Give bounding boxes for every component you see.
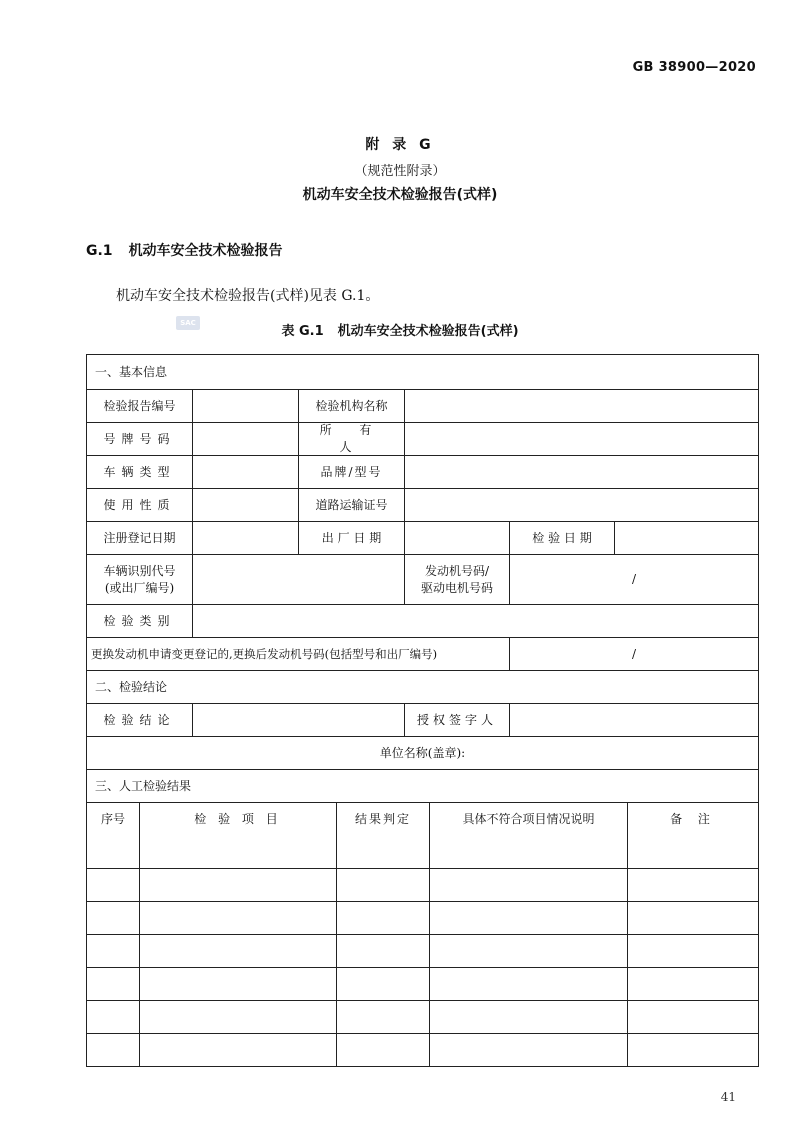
field-label-line: 车辆识别代号 — [103, 563, 176, 578]
table-row — [87, 835, 758, 868]
field-label: 号牌号码 — [103, 431, 176, 446]
table-cell[interactable] — [429, 1034, 627, 1066]
table-row — [87, 901, 758, 934]
table-cell[interactable] — [627, 902, 758, 934]
field-label: 授权签字人 — [404, 704, 509, 736]
field-value[interactable] — [192, 704, 404, 736]
table-row — [87, 967, 758, 1000]
field-value[interactable] — [404, 456, 758, 488]
table-cell[interactable] — [429, 869, 627, 901]
table-cell[interactable] — [139, 1001, 336, 1033]
table-cell[interactable] — [139, 835, 336, 868]
annex-type: （规范性附录） — [354, 164, 446, 179]
table-cell[interactable] — [87, 935, 139, 967]
table-cell[interactable] — [87, 968, 139, 1000]
field-label: 检验机构名称 — [298, 390, 404, 422]
form-row — [87, 422, 758, 455]
section-row-conclusion — [87, 670, 758, 703]
table-cell[interactable] — [627, 1001, 758, 1033]
section-label: 三、人工检验结果 — [95, 778, 192, 793]
table-row — [87, 1033, 758, 1066]
section-number: G.1 — [86, 243, 113, 259]
table-cell[interactable] — [336, 902, 429, 934]
field-value[interactable]: / — [509, 638, 758, 670]
table-cell[interactable] — [87, 869, 139, 901]
table-cell[interactable] — [336, 1001, 429, 1033]
table-cell[interactable] — [429, 835, 627, 868]
section-title: 机动车安全技术检验报告 — [128, 243, 283, 259]
field-label — [87, 555, 192, 604]
field-value[interactable] — [192, 522, 298, 554]
table-row — [87, 1000, 758, 1033]
table-cell[interactable] — [139, 935, 336, 967]
field-value[interactable] — [509, 704, 758, 736]
field-value[interactable] — [614, 522, 758, 554]
table-cell[interactable] — [139, 869, 336, 901]
section-label: 二、检验结论 — [95, 679, 168, 694]
field-label: 检验类别 — [103, 613, 176, 628]
col-header: 备 注 — [627, 803, 758, 835]
table-cell[interactable] — [87, 902, 139, 934]
field-value[interactable] — [404, 390, 758, 422]
field-value[interactable] — [404, 423, 758, 455]
table-title — [0, 320, 800, 339]
table-cell[interactable] — [336, 869, 429, 901]
col-header: 具体不符合项目情况说明 — [429, 803, 627, 835]
field-label-line: (或出厂编号) — [104, 580, 175, 595]
table-cell[interactable] — [336, 935, 429, 967]
form-row-unit — [87, 736, 758, 769]
form-row — [87, 389, 758, 422]
table-number: 表 G.1 — [281, 324, 324, 339]
field-value[interactable] — [192, 423, 298, 455]
table-cell[interactable] — [429, 968, 627, 1000]
section-heading — [86, 240, 283, 260]
form-row — [87, 455, 758, 488]
table-cell[interactable] — [336, 835, 429, 868]
body-text: 机动车安全技术检验报告(式样)见表 G.1。 — [116, 288, 380, 304]
form-row — [87, 703, 758, 736]
unit-name-label: 单位名称(盖章): — [379, 745, 466, 760]
section-label: 一、基本信息 — [95, 364, 168, 379]
annex-name: 机动车安全技术检验报告(式样) — [302, 187, 498, 203]
table-cell[interactable] — [429, 902, 627, 934]
section-row-basic-info — [87, 355, 758, 389]
table-caption: 机动车安全技术检验报告(式样) — [337, 324, 519, 339]
form-row — [87, 604, 758, 637]
field-value[interactable] — [404, 522, 509, 554]
field-label: 检验结论 — [103, 712, 176, 727]
field-label: 道路运输证号 — [298, 489, 404, 521]
table-cell[interactable] — [336, 1034, 429, 1066]
form-row — [87, 637, 758, 670]
field-label: 出 厂 日 期 — [298, 522, 404, 554]
table-cell[interactable] — [627, 968, 758, 1000]
field-value[interactable]: / — [509, 555, 758, 604]
table-row — [87, 868, 758, 901]
col-header: 结果判定 — [336, 803, 429, 835]
table-cell[interactable] — [336, 968, 429, 1000]
field-label: 使用性质 — [103, 497, 176, 512]
field-label: 检验报告编号 — [103, 398, 176, 413]
table-cell[interactable] — [87, 1034, 139, 1066]
field-value[interactable] — [404, 489, 758, 521]
field-label: 更换发动机申请变更登记的,更换后发动机号码(包括型号和出厂编号) — [91, 646, 438, 661]
form-row — [87, 554, 758, 604]
field-label-line: 驱动电机号码 — [420, 580, 493, 595]
field-label: 检 验 日 期 — [509, 522, 614, 554]
table-row — [87, 934, 758, 967]
table-cell[interactable] — [87, 835, 139, 868]
section-row-manual-results — [87, 769, 758, 802]
table-cell[interactable] — [429, 1001, 627, 1033]
field-label: 所 有 人 — [298, 423, 404, 455]
page-number: 41 — [720, 1090, 736, 1104]
table-cell[interactable] — [139, 1034, 336, 1066]
standard-number: GB 38900—2020 — [632, 60, 756, 75]
field-label: 车辆类型 — [103, 464, 176, 479]
field-value[interactable] — [192, 555, 404, 604]
field-label: 品牌/型号 — [298, 456, 404, 488]
col-header: 序号 — [100, 811, 125, 826]
table-cell[interactable] — [627, 835, 758, 868]
table-cell[interactable] — [87, 1001, 139, 1033]
col-header: 检 验 项 目 — [139, 803, 336, 835]
form-row — [87, 488, 758, 521]
field-label: 注册登记日期 — [103, 530, 176, 545]
table-cell[interactable] — [627, 869, 758, 901]
results-header-row — [87, 802, 758, 835]
field-value[interactable] — [192, 390, 298, 422]
field-value[interactable] — [192, 456, 298, 488]
results-body — [87, 835, 758, 1066]
table-cell[interactable] — [139, 968, 336, 1000]
annex-title: 附 录 G — [365, 137, 435, 153]
form-row — [87, 521, 758, 554]
field-value[interactable] — [192, 489, 298, 521]
table-cell[interactable] — [139, 902, 336, 934]
table-cell[interactable] — [627, 1034, 758, 1066]
sac-logo: SAC — [176, 316, 200, 330]
inspection-report-form — [86, 354, 759, 1067]
field-label — [404, 555, 509, 604]
table-cell[interactable] — [627, 935, 758, 967]
field-value[interactable] — [192, 605, 758, 637]
field-label-line: 发动机号码/ — [424, 563, 490, 578]
table-cell[interactable] — [429, 935, 627, 967]
